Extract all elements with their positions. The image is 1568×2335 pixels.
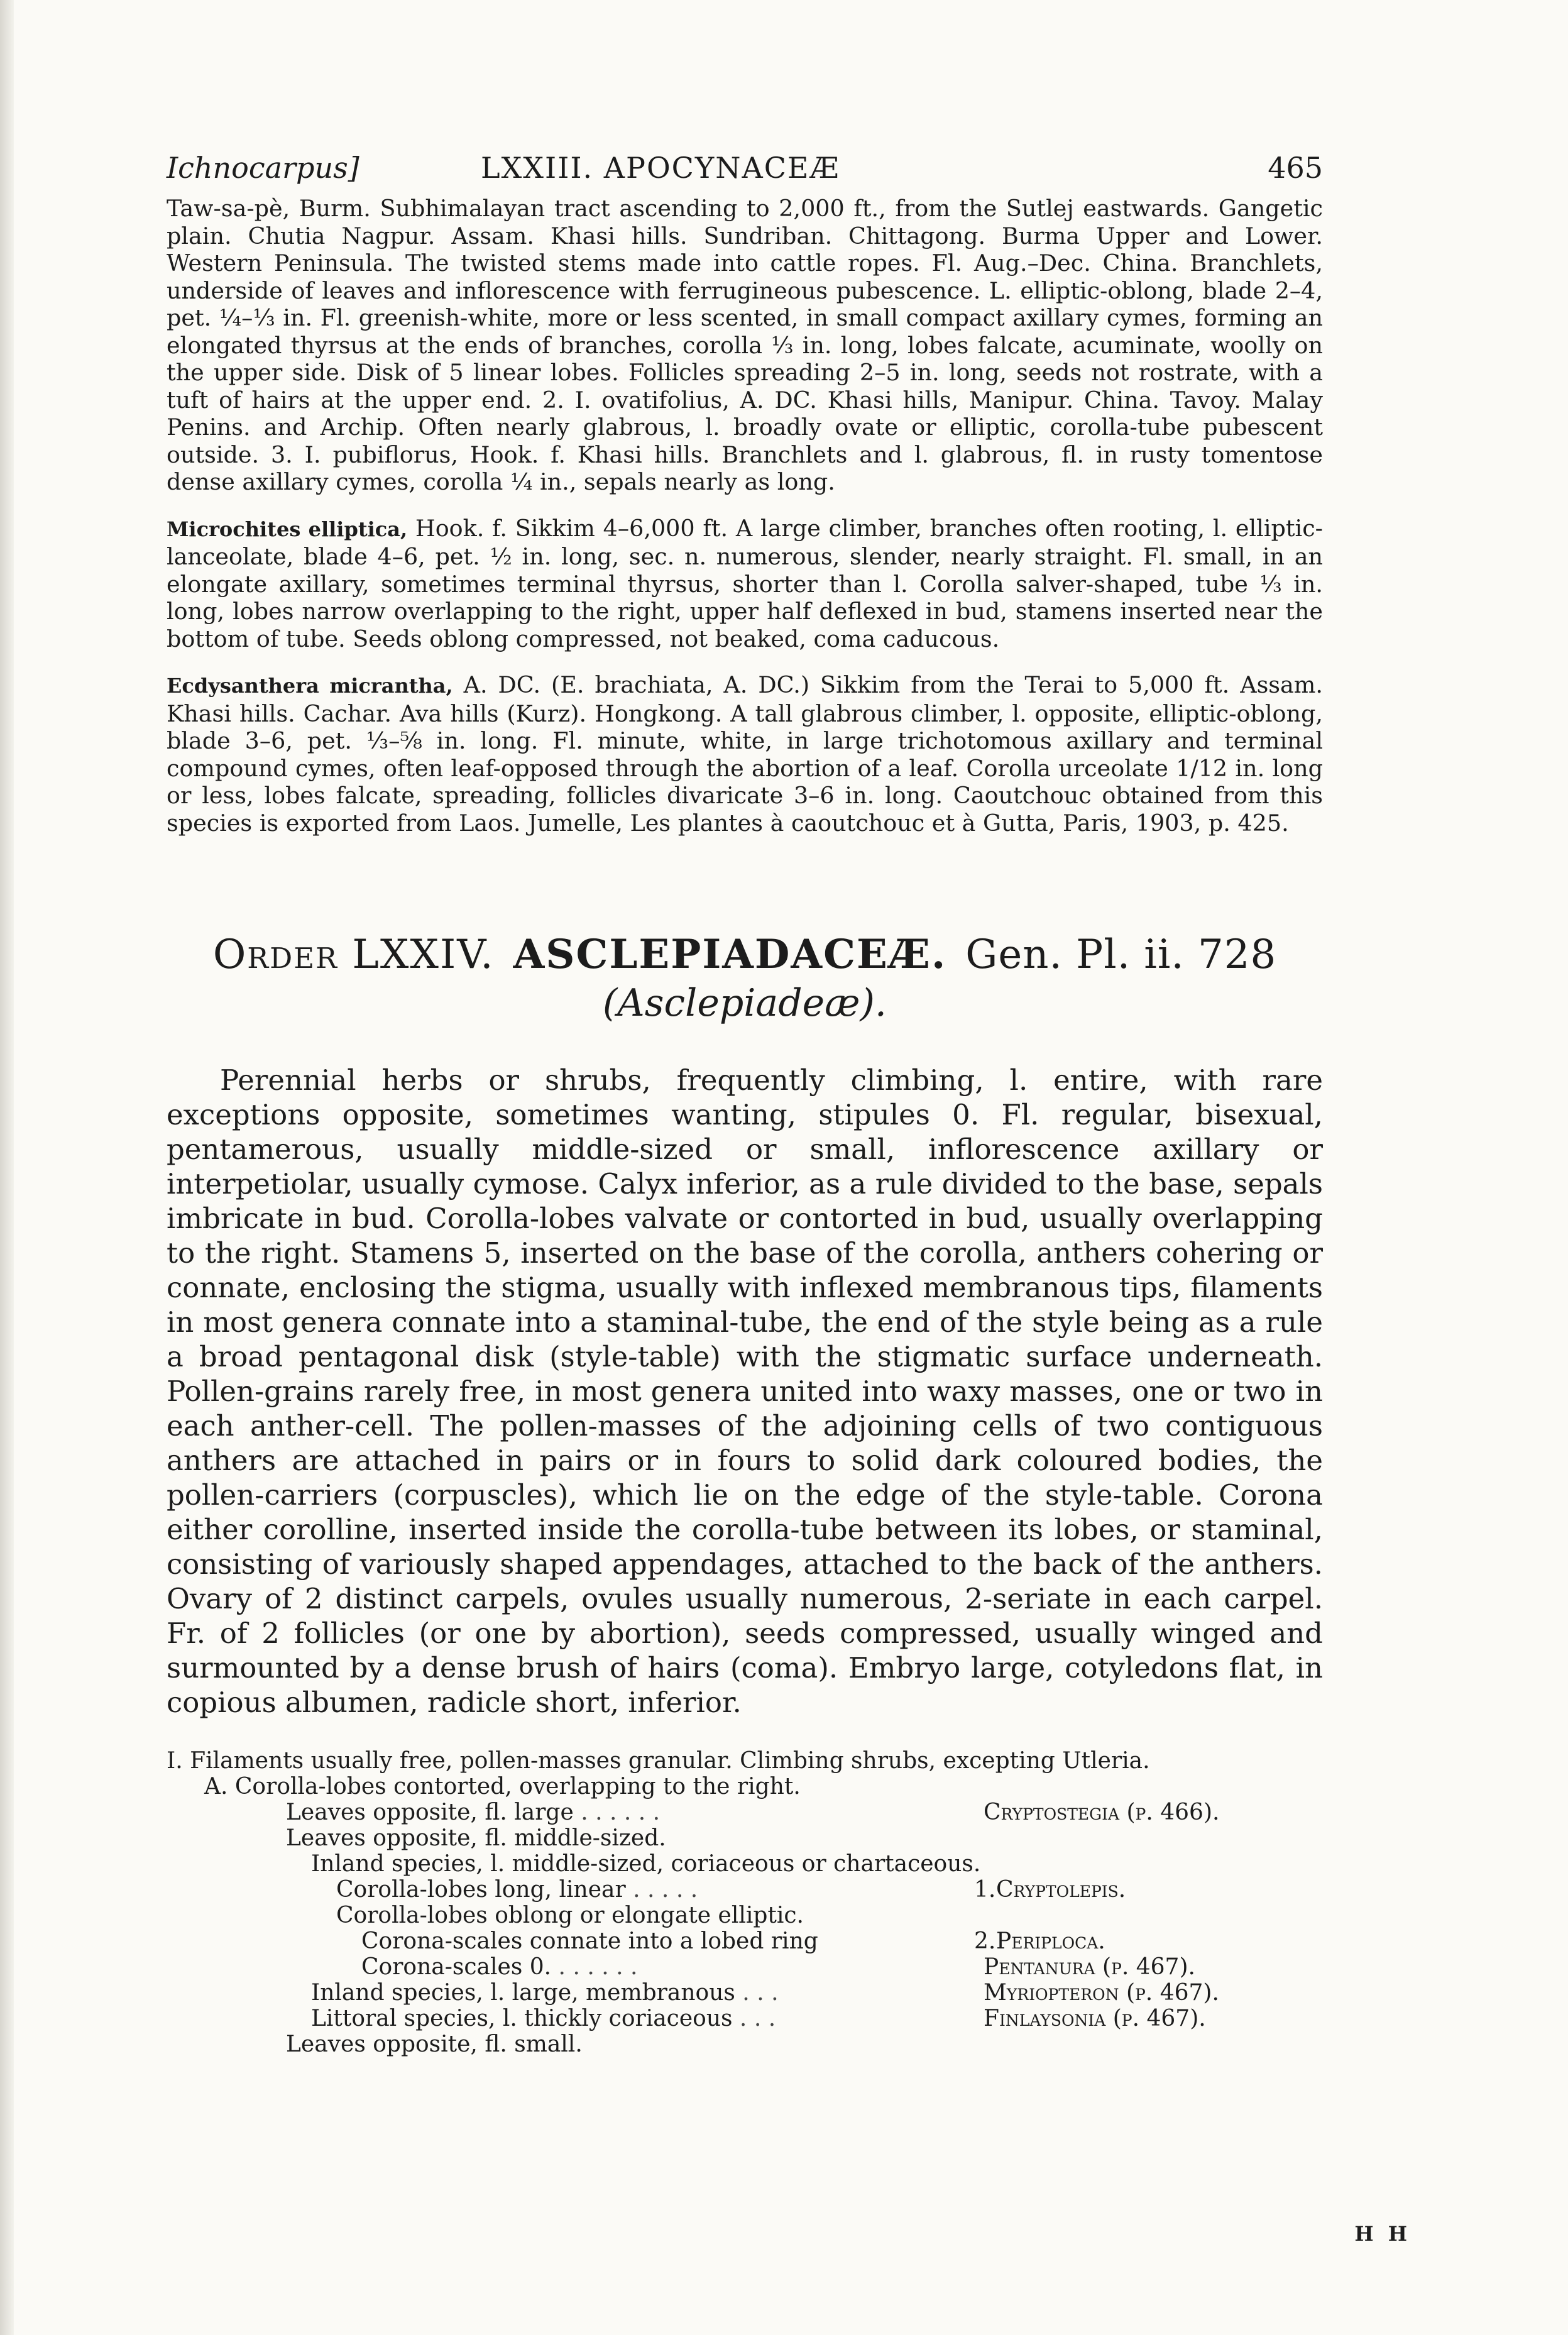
- key-row-leader-dots: . . . . . .: [551, 1954, 638, 1980]
- key-row-leader-dots: . . . . . .: [573, 1799, 661, 1825]
- key-row-text: A. Corolla-lobes contorted, overlapping to the right.: [204, 1774, 801, 1799]
- key-row-text: Inland species, l. middle-sized, coriaceous or chartaceous.: [311, 1851, 981, 1877]
- key-row-text: Corona-scales connate into a lobed ring: [361, 1928, 818, 1954]
- ecdysanthera-paragraph: [167, 671, 1323, 837]
- page-edge-shadow: [0, 0, 14, 2335]
- key-row-leader-dots: . . .: [732, 2006, 776, 2031]
- key-row-genus: Cryptolepis.: [996, 1877, 1126, 1903]
- key-row: [167, 1877, 1323, 1903]
- key-row-text: Leaves opposite, fl. small.: [286, 2031, 583, 2057]
- signature-mark: H H: [1354, 2222, 1411, 2246]
- page-number: 465: [1268, 151, 1323, 185]
- key-row-leader-dots: . . . . .: [625, 1877, 698, 1903]
- genera-plantarum-ref: Gen. Pl. ii. 728: [965, 931, 1277, 978]
- key-row: [167, 1851, 1323, 1877]
- microchites-text: Hook. f. Sikkim 4–6,000 ft. A large climber, branches often rooting, l. elliptic-lanceolate, blade 4–6, pet. ½ in. long, sec. n. numerous, slender, nearly straight. Fl. small, in an elongate axillary, sometimes terminal thyrsus, shorter than l. Corolla salver-shaped, tube ⅓ in. long, lobes narrow overlapping to the right, upper half deflexed in bud, stamens inserted near the bottom of tube. Seeds oblong compressed, not beaked, coma caducous.: [167, 514, 1323, 652]
- ecdysanthera-name: Ecdysanthera micrantha,: [167, 674, 453, 698]
- key-row-number: 2.: [974, 1928, 996, 1954]
- page-content: [167, 151, 1323, 2057]
- key-row-text: Leaves opposite, fl. large: [286, 1799, 574, 1825]
- key-row-genus: Myriopteron (p. 467).: [984, 1980, 1219, 2006]
- key-row-text: I. Filaments usually free, pollen-masses granular. Climbing shrubs, excepting Utleria.: [167, 1748, 1150, 1774]
- order-heading: [167, 931, 1323, 979]
- key-row-text: Corona-scales 0.: [361, 1954, 552, 1980]
- running-head-center: LXXIII. APOCYNACEÆ: [481, 151, 840, 185]
- microchites-name: Microchites elliptica,: [167, 517, 408, 541]
- key-row-genus: Pentanura (p. 467).: [984, 1954, 1195, 1980]
- key-row: [167, 2006, 1323, 2031]
- family-name: ASCLEPIADACEÆ.: [513, 931, 947, 978]
- ecdysanthera-text: A. DC. (E. brachiata, A. DC.) Sikkim from the Terai to 5,000 ft. Assam. Khasi hills. Cachar. Ava hills (Kurz). Hongkong. A tall glabrous climber, l. opposite, elliptic-oblong, blade 3–6, pet. ⅓–⅝ in. long. Fl. minute, white, in large trichotomous axillary and terminal compound cymes, often leaf-opposed through the abortion of a leaf. Corolla urceolate 1/12 in. long or less, lobes falcate, spreading, follicles divaricate 3–6 in. long. Caoutchouc obtained from this species is exported from Laos. Jumelle, Les plantes à caoutchouc et à Gutta, Paris, 1903, p. 425.: [167, 671, 1324, 837]
- ichnocarpus-paragraph: Taw-sa-pè, Burm. Subhimalayan tract ascending to 2,000 ft., from the Sutlej eastwards. Gangetic plain. Chutia Nagpur. Assam. Khasi hills. Sundriban. Chittagong. Burma Upper and Lower. Western Peninsula. The twisted stems made into cattle ropes. Fl. Aug.–Dec. China. Branchlets, underside of leaves and inflorescence with ferrugineous pubescence. L. elliptic-oblong, blade 2–4, pet. ¼–⅓ in. Fl. greenish-white, more or less scented, in small compact axillary cymes, forming an elongated thyrsus at the ends of branches, corolla ⅓ in. long, lobes falcate, acuminate, woolly on the upper side. Disk of 5 linear lobes. Follicles spreading 2–5 in. long, seeds not rostrate, with a tuft of hairs at the upper end. 2. I. ovatifolius, A. DC. Khasi hills, Manipur. China. Tavoy. Malay Penins. and Archip. Often nearly glabrous, l. broadly ovate or elliptic, corolla-tube pubescent outside. 3. I. pubiflorus, Hook. f. Khasi hills. Branchlets and l. glabrous, fl. in rusty tomentose dense axillary cymes, corolla ¼ in., sepals nearly as long.: [167, 195, 1323, 495]
- key-row-text: Littoral species, l. thickly coriaceous: [311, 2006, 733, 2031]
- key-row: [167, 1954, 1323, 1980]
- key-row-text: Leaves opposite, fl. middle-sized.: [286, 1825, 666, 1851]
- key-row-genus: Finlaysonia (p. 467).: [984, 2006, 1206, 2031]
- key-row-number: 1.: [974, 1877, 996, 1903]
- key-row: [167, 1799, 1323, 1825]
- key-row: [167, 2031, 1323, 2057]
- key-row: [167, 1903, 1323, 1928]
- key-row-leader-dots: . . .: [735, 1980, 779, 2006]
- key-row-text: Corolla-lobes oblong or elongate elliptic.: [336, 1903, 804, 1928]
- key-row: [167, 1980, 1323, 2006]
- order-number: Order LXXIV.: [212, 931, 495, 978]
- key-row: [167, 1825, 1323, 1851]
- key-row: [167, 1748, 1323, 1774]
- genus-key: [167, 1748, 1323, 2057]
- running-head: [167, 151, 1323, 195]
- running-head-left: Ichnocarpus]: [167, 151, 359, 185]
- key-row-genus: Periploca.: [996, 1928, 1105, 1954]
- microchites-paragraph: [167, 515, 1323, 653]
- key-row-text: Inland species, l. large, membranous: [311, 1980, 735, 2006]
- family-description: Perennial herbs or shrubs, frequently climbing, l. entire, with rare exceptions opposite, sometimes wanting, stipules 0. Fl. regular, bisexual, pentamerous, usually middle-sized or small, inflorescence axillary or interpetiolar, usually cymose. Calyx inferior, as a rule divided to the base, sepals imbricate in bud. Corolla-lobes valvate or contorted in bud, usually overlapping to the right. Stamens 5, inserted on the base of the corolla, anthers cohering or connate, enclosing the stigma, usually with inflexed membranous tips, filaments in most genera connate into a staminal-tube, the end of the style being as a rule a broad pentagonal disk (style-table) with the stigmatic surface underneath. Pollen-grains rarely free, in most genera united into waxy masses, one or two in each anther-cell. The pollen-masses of the adjoining cells of two contiguous anthers are attached in pairs or in fours to solid dark coloured bodies, the pollen-carriers (corpuscles), which lie on the edge of the style-table. Corona either corolline, inserted inside the corolla-tube between its lobes, or staminal, consisting of variously shaped appendages, attached to the back of the anthers. Ovary of 2 distinct carpels, ovules usually numerous, 2-seriate in each carpel. Fr. of 2 follicles (or one by abortion), seeds compressed, usually winged and surmounted by a dense brush of hairs (coma). Embryo large, cotyledons flat, in copious albumen, radicle short, inferior.: [167, 1063, 1323, 1719]
- order-subtitle: (Asclepiadeæ).: [603, 981, 887, 1025]
- key-row: [167, 1928, 1323, 1954]
- key-row-genus: Cryptostegia (p. 466).: [984, 1799, 1220, 1825]
- key-row: [167, 1774, 1323, 1799]
- key-row-text: Corolla-lobes long, linear: [336, 1877, 626, 1903]
